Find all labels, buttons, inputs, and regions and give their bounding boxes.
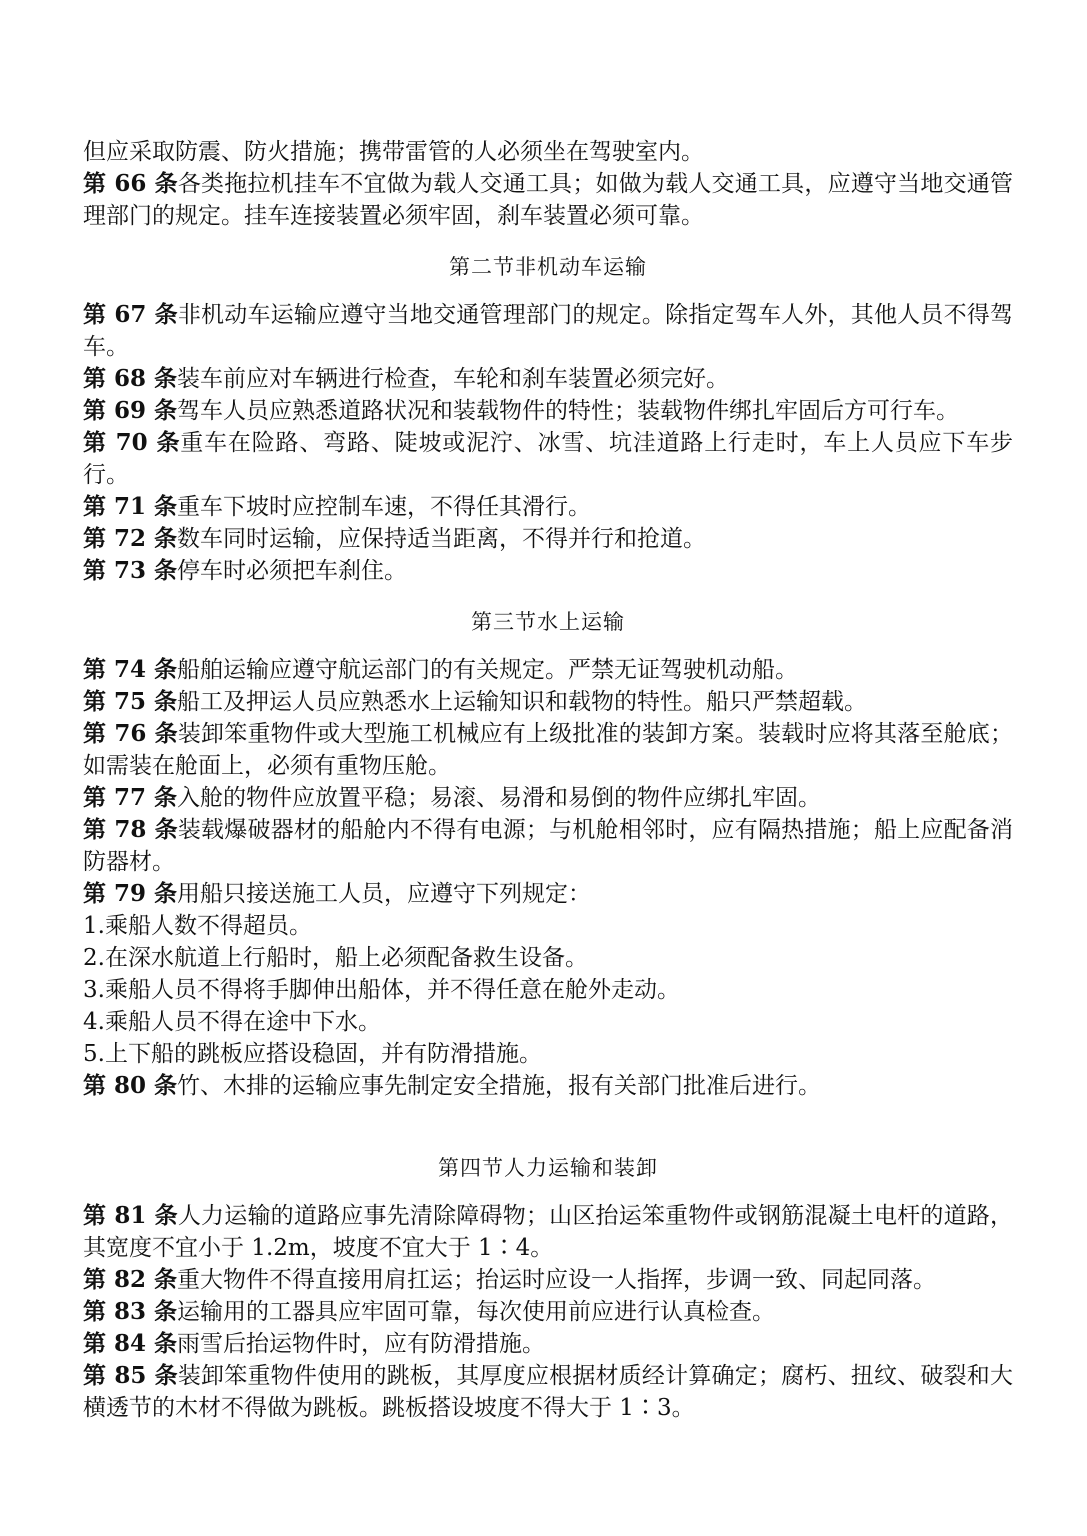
article-70 xyxy=(83,427,1013,491)
article-number: 第 69 条 xyxy=(83,397,178,424)
article-number: 第 66 条 xyxy=(83,170,178,197)
article-78 xyxy=(83,814,1013,878)
article-text: 重大物件不得直接用肩扛运；抬运时应设一人指挥，步调一致、同起同落。 xyxy=(177,1267,937,1293)
article-text: 装载爆破器材的船舱内不得有电源；与机舱相邻时，应有隔热措施；船上应配备消防器材。 xyxy=(83,817,1013,875)
article-number: 第 83 条 xyxy=(83,1298,178,1325)
article-76 xyxy=(83,718,1013,782)
article-number: 第 81 条 xyxy=(83,1202,178,1229)
article-text: 各类拖拉机挂车不宜做为载人交通工具；如做为载人交通工具，应遵守当地交通管理部门的规定。挂车连接装置必须牢固，刹车装置必须可靠。 xyxy=(83,171,1013,229)
section-heading-4: 第四节人力运输和装卸 xyxy=(438,1156,658,1180)
article-text: 重车在险路、弯路、陡坡或泥泞、冰雪、坑洼道路上行走时，车上人员应下车步行。 xyxy=(83,430,1014,488)
section-heading-3: 第三节水上运输 xyxy=(471,610,625,634)
article-text: 装卸笨重物件使用的跳板，其厚度应根据材质经计算确定；腐朽、扭纹、破裂和大横透节的木材不得做为跳板。跳板搭设坡度不得大于 1∶3。 xyxy=(83,1363,1013,1421)
intro-text: 但应采取防震、防火措施；携带雷管的人必须坐在驾驶室内。 xyxy=(83,139,704,165)
article-number: 第 74 条 xyxy=(83,656,178,683)
article-84 xyxy=(83,1328,1013,1360)
article-number: 第 67 条 xyxy=(83,301,178,328)
list-item: 2.在深水航道上行船时，船上必须配备救生设备。 xyxy=(83,945,588,971)
article-text: 驾车人员应熟悉道路状况和装载物件的特性；装载物件绑扎牢固后方可行车。 xyxy=(177,398,960,424)
article-text: 装车前应对车辆进行检查，车轮和刹车装置必须完好。 xyxy=(177,366,730,392)
document-page xyxy=(83,136,1013,1424)
article-number: 第 71 条 xyxy=(83,493,178,520)
article-80 xyxy=(83,1070,1013,1102)
article-text: 船舶运输应遵守航运部门的有关规定。严禁无证驾驶机动船。 xyxy=(177,657,799,683)
article-number: 第 70 条 xyxy=(83,429,181,456)
article-72 xyxy=(83,523,1013,555)
article-74 xyxy=(83,654,1013,686)
article-68 xyxy=(83,363,1013,395)
article-number: 第 80 条 xyxy=(83,1072,178,1099)
article-75 xyxy=(83,686,1013,718)
article-number: 第 84 条 xyxy=(83,1330,178,1357)
list-item: 4.乘船人员不得在途中下水。 xyxy=(83,1009,381,1035)
article-85 xyxy=(83,1360,1013,1424)
article-text: 数车同时运输，应保持适当距离，不得并行和抢道。 xyxy=(177,526,707,552)
article-number: 第 85 条 xyxy=(83,1362,178,1389)
article-number: 第 77 条 xyxy=(83,784,178,811)
article-text: 装卸笨重物件或大型施工机械应有上级批准的装卸方案。装载时应将其落至舱底；如需装在舱面上，必须有重物压舱。 xyxy=(83,721,1013,779)
article-text: 船工及押运人员应熟悉水上运输知识和载物的特性。船只严禁超载。 xyxy=(177,689,868,715)
article-82 xyxy=(83,1264,1013,1296)
article-number: 第 78 条 xyxy=(83,816,178,843)
article-text: 竹、木排的运输应事先制定安全措施，报有关部门批准后进行。 xyxy=(177,1073,822,1099)
list-item: 5.上下船的跳板应搭设稳固，并有防滑措施。 xyxy=(83,1041,542,1067)
article-67 xyxy=(83,299,1013,363)
article-69 xyxy=(83,395,1013,427)
article-text: 重车下坡时应控制车速，不得任其滑行。 xyxy=(177,494,592,520)
article-73 xyxy=(83,555,1013,587)
article-number: 第 72 条 xyxy=(83,525,178,552)
article-text: 用船只接送施工人员，应遵守下列规定： xyxy=(177,881,592,907)
article-number: 第 68 条 xyxy=(83,365,178,392)
article-number: 第 79 条 xyxy=(83,880,178,907)
article-83 xyxy=(83,1296,1013,1328)
article-77 xyxy=(83,782,1013,814)
article-66 xyxy=(83,168,1013,232)
article-number: 第 75 条 xyxy=(83,688,178,715)
section-heading-2: 第二节非机动车运输 xyxy=(449,255,647,279)
article-81 xyxy=(83,1200,1013,1264)
article-text: 停车时必须把车刹住。 xyxy=(177,558,408,584)
list-item: 1.乘船人数不得超员。 xyxy=(83,913,312,939)
article-text: 运输用的工器具应牢固可靠，每次使用前应进行认真检查。 xyxy=(177,1299,776,1325)
article-number: 第 76 条 xyxy=(83,720,178,747)
article-79 xyxy=(83,878,1013,910)
article-text: 人力运输的道路应事先清除障碍物；山区抬运笨重物件或钢筋混凝土电杆的道路，其宽度不宜小于 1.2m，坡度不宜大于 1∶4。 xyxy=(83,1203,1013,1261)
article-text: 雨雪后抬运物件时，应有防滑措施。 xyxy=(177,1331,546,1357)
article-71 xyxy=(83,491,1013,523)
article-number: 第 82 条 xyxy=(83,1266,178,1293)
article-text: 入舱的物件应放置平稳；易滚、易滑和易倒的物件应绑扎牢固。 xyxy=(177,785,822,811)
article-text: 非机动车运输应遵守当地交通管理部门的规定。除指定驾车人外，其他人员不得驾车。 xyxy=(83,302,1013,360)
article-number: 第 73 条 xyxy=(83,557,178,584)
list-item: 3.乘船人员不得将手脚伸出船体，并不得任意在舱外走动。 xyxy=(83,977,680,1003)
